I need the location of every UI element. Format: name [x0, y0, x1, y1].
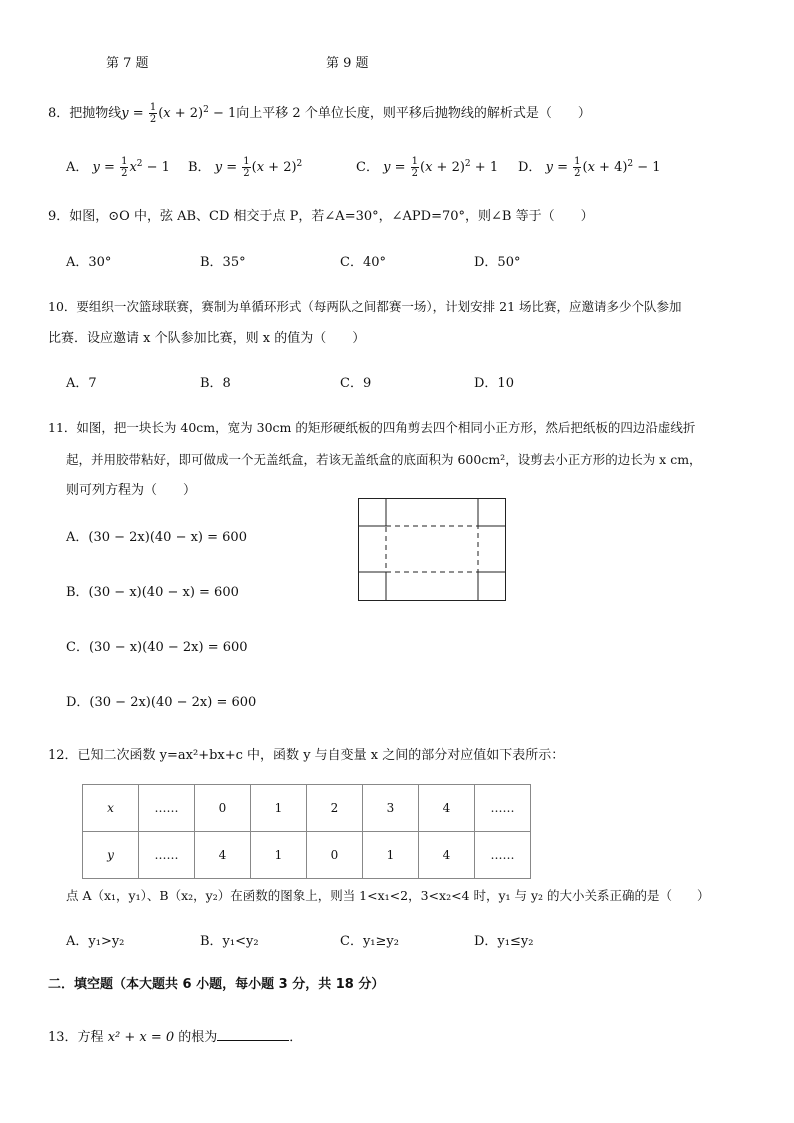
- q10-option-c: C．9: [340, 376, 372, 391]
- table-cell: x: [83, 785, 139, 832]
- table-cell: 1: [363, 832, 419, 879]
- q9-option-b: B．35°: [200, 255, 246, 270]
- table-cell: 1: [251, 832, 307, 879]
- cardboard-figure: [358, 498, 508, 602]
- table-cell: 1: [251, 785, 307, 832]
- q11-option-c: C．(30 − x)(40 − 2x) = 600: [66, 640, 248, 655]
- caption-q9: 第 9 题: [326, 56, 369, 71]
- question-8: 8．把抛物线y = $\frac{1}{2}$ $(x + 2)^2 - 1$向上平移 2 个单位长度，则平移后抛物线的解析式是（ ）: [48, 102, 591, 125]
- table-cell: ……: [139, 785, 195, 832]
- table-cell: 4: [195, 832, 251, 879]
- question-12-condition: 点 A（x₁，y₁）、B（x₂，y₂）在函数的图象上，则当 1<x₁<2，3<x₂<4 时，y₁ 与 y₂ 的大小关系正确的是（ ）: [66, 888, 710, 903]
- q9-option-d: D．50°: [474, 255, 521, 270]
- q9-option-a: A．30°: [66, 255, 112, 270]
- section-2-title: 二．填空题（本大题共 6 小题，每小题 3 分，共 18 分）: [48, 977, 385, 992]
- q8-option-a: A． y = $\frac{1}{2}$ $x^2 - 1$: [66, 156, 170, 179]
- q8-option-c: C． y = $\frac{1}{2}$ $(x + 2)^2 + 1$: [356, 156, 499, 179]
- question-13: 13．方程 x² + x = 0 的根为 ．: [48, 1030, 303, 1045]
- q10-option-b: B．8: [200, 376, 231, 391]
- table-cell: 0: [307, 832, 363, 879]
- q12-option-c: C．y₁≥y₂: [340, 934, 399, 949]
- table-cell: 0: [195, 785, 251, 832]
- q11-option-d: D．(30 − 2x)(40 − 2x) = 600: [66, 695, 257, 710]
- q8-option-d: D． y = $\frac{1}{2}$ $(x + 4)^2 - 1$: [518, 156, 661, 179]
- table-cell: ……: [139, 832, 195, 879]
- question-10-line1: 10．要组织一次篮球联赛，赛制为单循环形式（每两队之间都赛一场），计划安排 21 场比赛，应邀请多少个队参加: [48, 299, 682, 314]
- table-cell: 4: [419, 785, 475, 832]
- q12-option-b: B．y₁<y₂: [200, 934, 259, 949]
- value-table: [82, 784, 531, 879]
- q10-option-d: D．10: [474, 376, 514, 391]
- q11-option-a: A．(30 − 2x)(40 − x) = 600: [66, 530, 247, 545]
- q13-equation: x² + x = 0: [107, 1030, 175, 1045]
- question-12: 12．已知二次函数 y=ax²+bx+c 中，函数 y 与自变量 x 之间的部分对应值如下表所示：: [48, 748, 565, 763]
- q8-suffix: 向上平移 2 个单位长度，则平移后抛物线的解析式是（ ）: [236, 106, 591, 121]
- question-11-line3: 则可列方程为（ ）: [66, 483, 197, 498]
- q10-option-a: A．7: [66, 376, 97, 391]
- table-cell: 4: [419, 832, 475, 879]
- caption-q7: 第 7 题: [106, 56, 149, 71]
- table-row: [83, 832, 531, 879]
- question-11-line2: 起，并用胶带粘好，即可做成一个无盖纸盒，若该无盖纸盒的底面积为 600cm²，设剪去小正方形的边长为 x cm，: [66, 452, 702, 467]
- q11-option-b: B．(30 − x)(40 − x) = 600: [66, 585, 239, 600]
- table-cell: ……: [475, 832, 531, 879]
- q12-option-a: A．y₁>y₂: [66, 934, 125, 949]
- table-cell: y: [83, 832, 139, 879]
- q8-option-b: B． y = $\frac{1}{2}$ $(x + 2)^2$: [188, 156, 303, 179]
- table-cell: 3: [363, 785, 419, 832]
- table-cell: ……: [475, 785, 531, 832]
- q12-option-d: D．y₁≤y₂: [474, 934, 534, 949]
- question-9: 9．如图，⊙O 中，弦 AB、CD 相交于点 P，若∠A=30°，∠APD=70°，则∠B 等于（ ）: [48, 209, 594, 224]
- question-10-line2: 比赛．设应邀请 x 个队参加比赛，则 x 的值为（ ）: [48, 331, 366, 346]
- table-row: [83, 785, 531, 832]
- table-cell: 2: [307, 785, 363, 832]
- q8-prefix: 8．把抛物线: [48, 106, 122, 121]
- answer-blank: [217, 1028, 289, 1041]
- q9-option-c: C．40°: [340, 255, 386, 270]
- question-11-line1: 11．如图，把一块长为 40cm，宽为 30cm 的矩形硬纸板的四角剪去四个相同小正方形，然后把纸板的四边沿虚线折: [48, 420, 696, 435]
